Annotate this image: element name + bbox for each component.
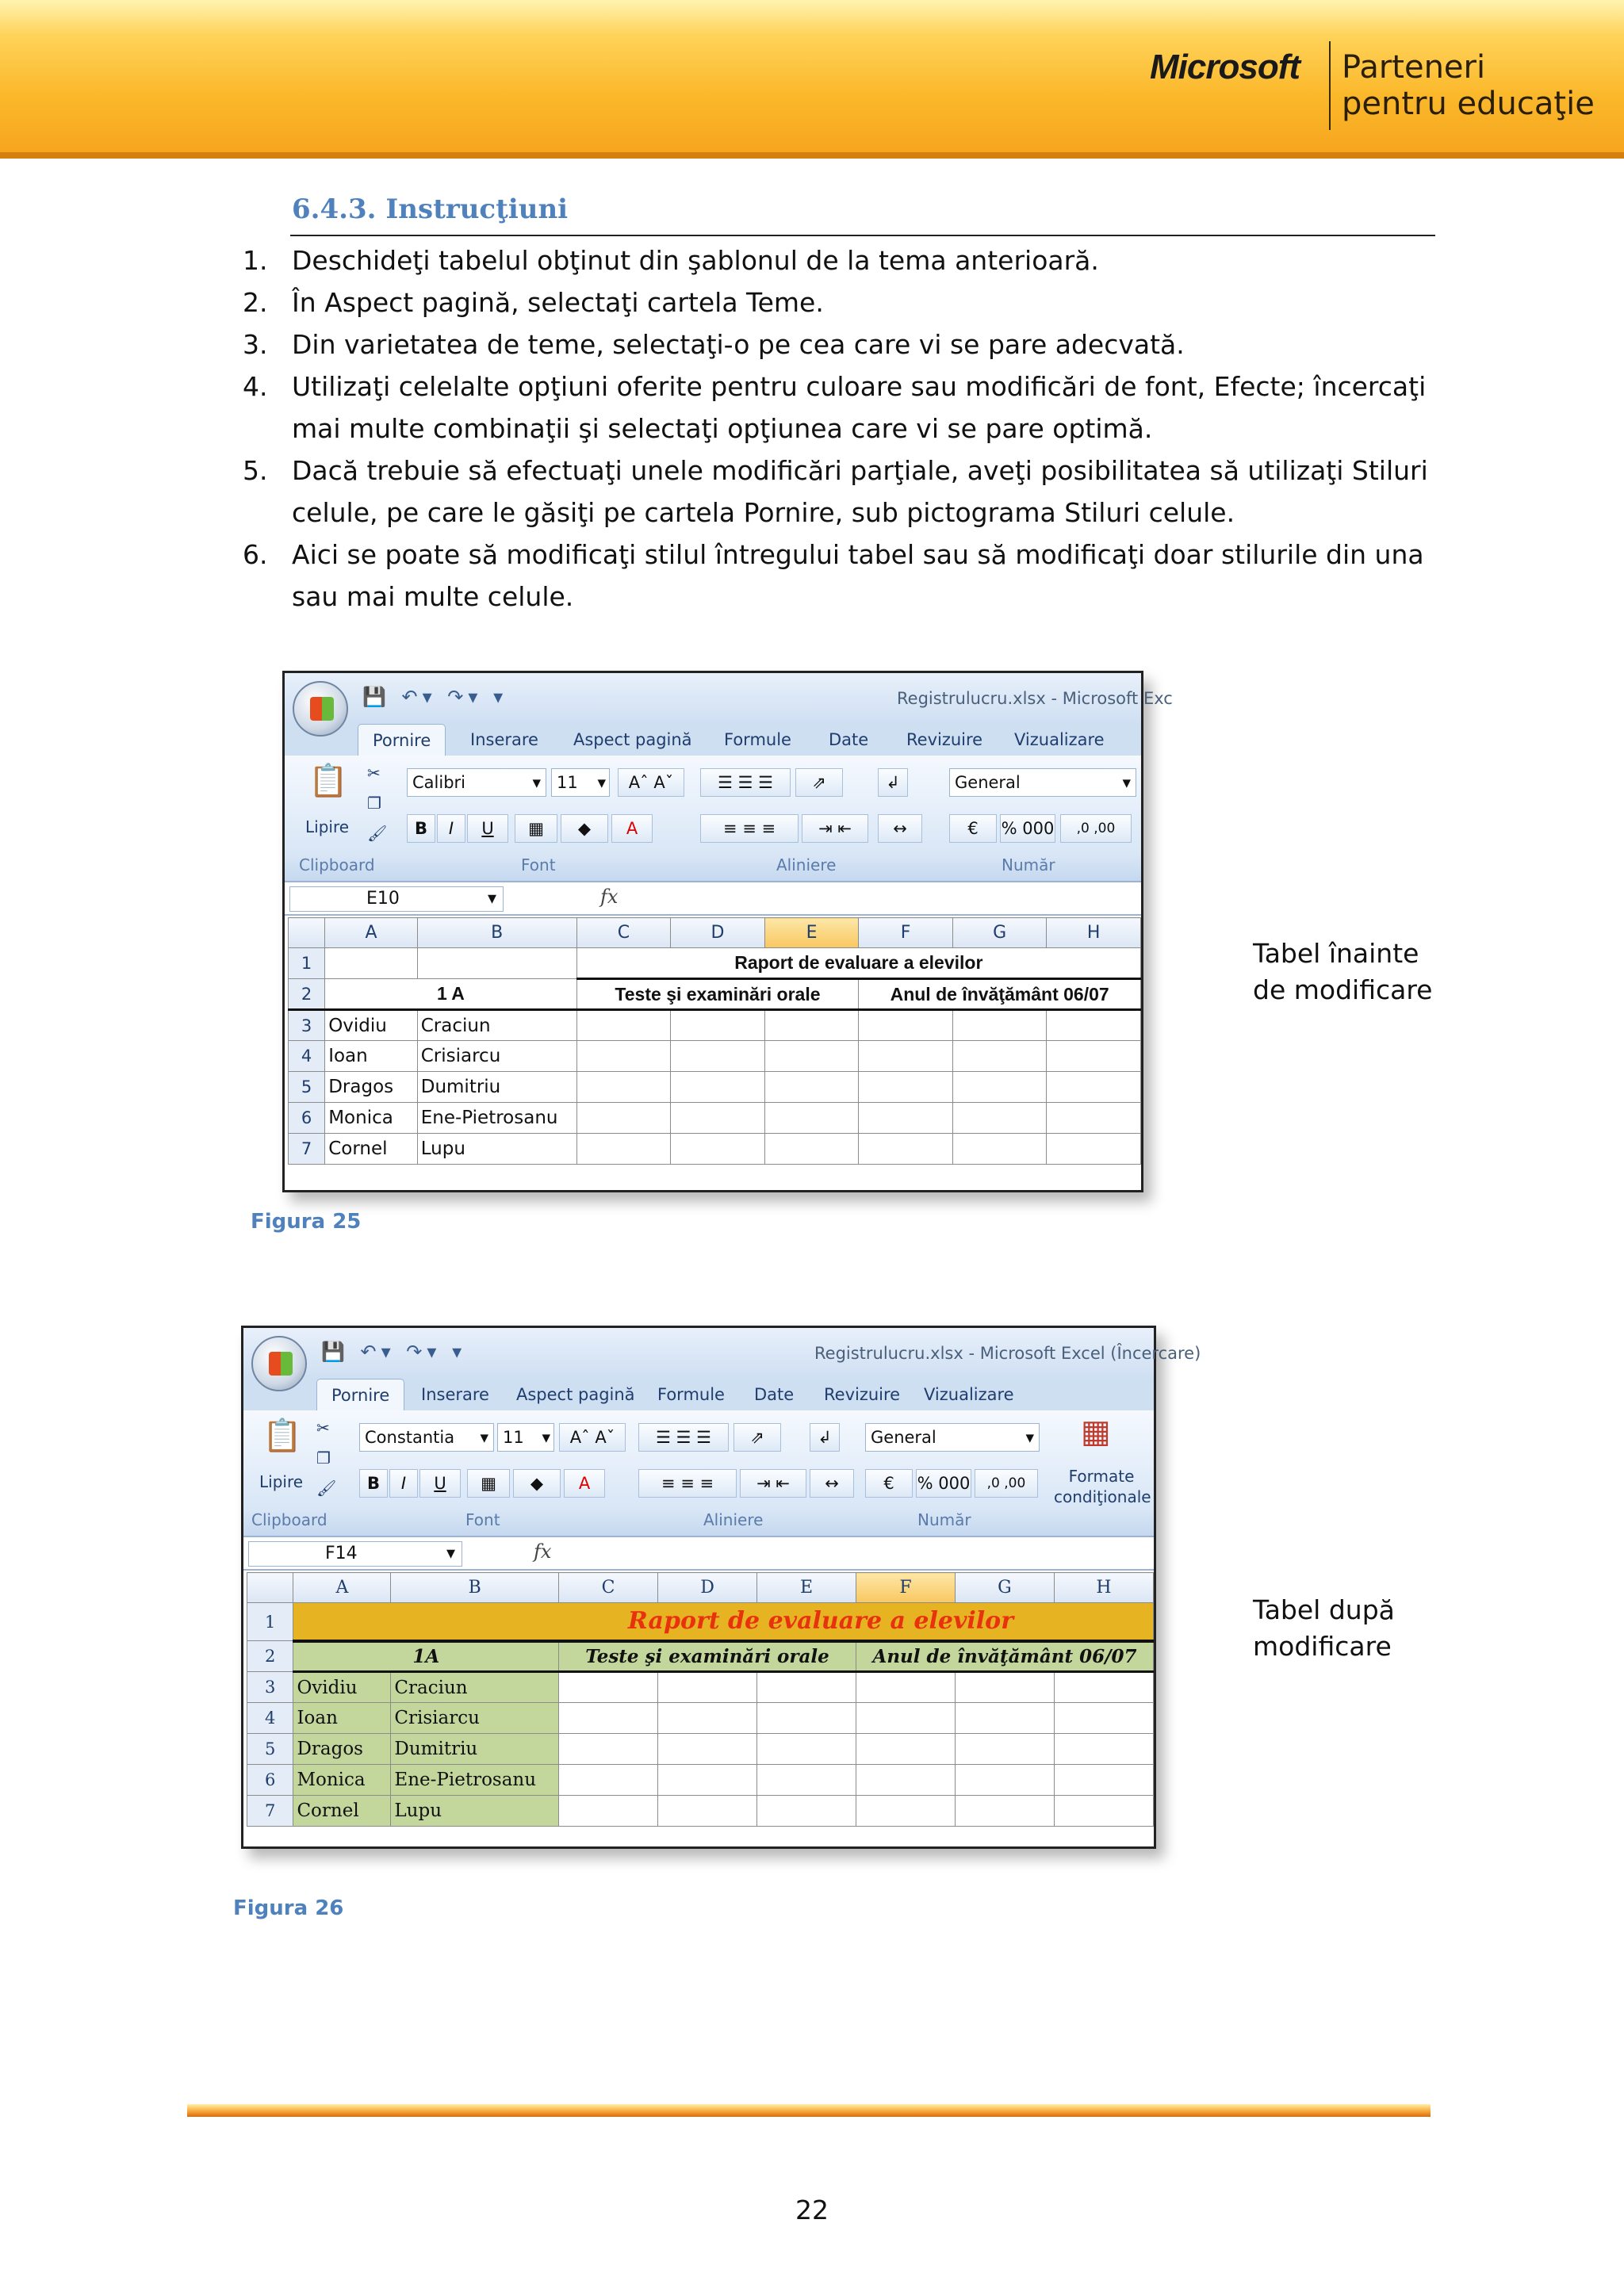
currency-icon[interactable]: € (949, 814, 997, 843)
title-bar (285, 673, 1173, 724)
ribbon-tabs (285, 724, 1141, 756)
section-rule (290, 235, 1435, 236)
row-header[interactable]: 6 (247, 1765, 293, 1796)
vertical-align-buttons[interactable]: ☰ ☰ ☰ (700, 768, 791, 797)
copy-icon[interactable]: ❐ (367, 794, 381, 813)
cell[interactable] (952, 1134, 1047, 1165)
cell[interactable] (856, 1796, 955, 1827)
figure-1-label: Figura 25 (251, 1210, 362, 1234)
cell[interactable] (856, 1672, 955, 1703)
cell[interactable] (1047, 1103, 1141, 1134)
tab-revizuire[interactable]: Revizuire (824, 1385, 901, 1404)
cell[interactable] (1054, 1765, 1153, 1796)
last-name-cell[interactable]: Crisiarcu (391, 1703, 559, 1734)
cell[interactable] (559, 1796, 658, 1827)
format-painter-icon[interactable]: 🖌 (316, 1479, 337, 1498)
last-name-cell[interactable]: Craciun (391, 1672, 559, 1703)
table-row (247, 1641, 1154, 1672)
window-title: Registrulucru.xlsx - Microsoft Excel (Încercare) (814, 1344, 1201, 1363)
merge-center-icon[interactable]: ↔ (810, 1469, 854, 1498)
tests-cell[interactable]: Teste şi examinări orale (576, 979, 859, 1010)
cell[interactable] (856, 1765, 955, 1796)
cell[interactable] (952, 1010, 1047, 1041)
underline-button[interactable]: U (467, 814, 508, 843)
table-row (289, 1010, 1141, 1041)
grow-shrink-font-buttons[interactable]: Aˆ Aˇ (559, 1423, 626, 1452)
figure-1-caption: Tabel înainte de modificare (1253, 938, 1433, 1005)
class-cell[interactable]: 1A (293, 1641, 559, 1672)
group-numar: Număr (917, 1510, 971, 1529)
italic-button[interactable]: I (437, 814, 465, 843)
instruction-item: 6. Aici se poate să modificaţi stilul întregului tabel sau să modificaţi doar stilurile din una sau mai multe celule. (243, 539, 1424, 612)
window-title: Registrulucru.xlsx - Microsoft Exc (897, 689, 1173, 708)
table-row (289, 948, 1141, 979)
select-all-corner[interactable] (289, 918, 325, 948)
column-header-selected[interactable]: E (764, 918, 859, 948)
cell[interactable] (1047, 1134, 1141, 1165)
partner-text (1342, 49, 1595, 122)
column-header[interactable]: G (952, 918, 1047, 948)
spreadsheet-grid (247, 1572, 1154, 1827)
last-name-cell[interactable]: Ene-Pietrosanu (417, 1103, 576, 1134)
last-name-cell[interactable]: Lupu (391, 1796, 559, 1827)
footer-rule (187, 2104, 1431, 2117)
function-icon[interactable]: fx (600, 886, 619, 908)
merge-center-icon[interactable]: ↔ (878, 814, 922, 843)
horizontal-align-buttons[interactable]: ≡ ≡ ≡ (638, 1469, 737, 1498)
percent-thousands-buttons[interactable]: % 000 (916, 1469, 971, 1498)
title-bar (243, 1328, 1201, 1379)
cell[interactable] (576, 1041, 671, 1072)
underline-button[interactable]: U (419, 1469, 461, 1498)
column-header[interactable]: H (1054, 1573, 1153, 1603)
chevron-down-icon: ▾ (446, 1544, 455, 1563)
cell[interactable] (559, 1672, 658, 1703)
class-cell[interactable]: 1 A (325, 979, 576, 1010)
page-number: 22 (795, 2195, 829, 2225)
first-name-cell[interactable]: Monica (325, 1103, 418, 1134)
row-header[interactable]: 7 (247, 1796, 293, 1827)
first-name-cell[interactable]: Cornel (325, 1134, 418, 1165)
select-all-corner[interactable] (247, 1573, 293, 1603)
wrap-text-icon[interactable]: ↲ (810, 1423, 840, 1452)
font-color-icon[interactable]: A (611, 814, 653, 843)
cell[interactable] (955, 1796, 1054, 1827)
cell[interactable] (952, 1072, 1047, 1103)
instruction-item: 4. Utilizaţi celelalte opţiuni oferite pentru culoare sau modificări de font, Efecte; încercaţi mai multe combinaţii şi selectaţi opţiunea care vi se pare optimă. (243, 371, 1427, 444)
cell[interactable] (1047, 1041, 1141, 1072)
group-aliniere: Aliniere (703, 1510, 764, 1529)
tab-formule[interactable]: Formule (724, 730, 791, 749)
cell[interactable] (1047, 1010, 1141, 1041)
column-header[interactable]: E (757, 1573, 856, 1603)
cell[interactable] (576, 1072, 671, 1103)
orientation-icon[interactable]: ⇗ (733, 1423, 781, 1452)
cell[interactable] (856, 1734, 955, 1765)
column-header[interactable]: C (576, 918, 671, 948)
chevron-down-icon: ▾ (487, 889, 496, 909)
cell[interactable] (757, 1672, 856, 1703)
table-row (247, 1796, 1154, 1827)
cell[interactable] (671, 1134, 765, 1165)
spreadsheet-grid (288, 917, 1141, 1165)
row-header[interactable]: 3 (289, 1010, 325, 1041)
column-header-row (289, 918, 1141, 948)
tests-cell[interactable]: Teste şi examinări orale (559, 1641, 856, 1672)
group-font: Font (465, 1510, 500, 1529)
cell[interactable] (671, 1010, 765, 1041)
fill-color-icon[interactable]: ◆ (513, 1469, 561, 1498)
table-row (247, 1703, 1154, 1734)
microsoft-logo: Microsoft (1150, 48, 1300, 86)
font-name-select[interactable]: Constantia ▾ (359, 1423, 494, 1452)
tab-revizuire[interactable]: Revizuire (906, 730, 983, 749)
column-header[interactable]: F (859, 918, 953, 948)
cell[interactable] (658, 1796, 757, 1827)
cell[interactable] (1054, 1796, 1153, 1827)
tab-vizualizare[interactable]: Vizualizare (924, 1385, 1014, 1404)
conditional-format-label[interactable]: Formate condiţionale (1054, 1467, 1151, 1506)
row-header[interactable]: 5 (289, 1072, 325, 1103)
table-row (289, 1041, 1141, 1072)
borders-icon[interactable]: ▦ (467, 1469, 510, 1498)
cell[interactable] (955, 1703, 1054, 1734)
indent-buttons[interactable]: ⇥ ⇤ (802, 814, 868, 843)
first-name-cell[interactable]: Dragos (325, 1072, 418, 1103)
column-header[interactable]: A (325, 918, 418, 948)
table-row (247, 1672, 1154, 1703)
last-name-cell[interactable]: Lupu (417, 1134, 576, 1165)
row-header[interactable]: 4 (247, 1703, 293, 1734)
table-row (289, 1103, 1141, 1134)
cell[interactable] (764, 1134, 859, 1165)
cell[interactable] (764, 1010, 859, 1041)
group-numar: Număr (1002, 855, 1055, 874)
report-title-cell[interactable]: Raport de evaluare a elevilor (576, 948, 1140, 979)
cell[interactable] (559, 1703, 658, 1734)
borders-icon[interactable]: ▦ (515, 814, 557, 843)
chevron-down-icon: ▾ (1122, 773, 1131, 792)
instruction-item: 3. Din varietatea de teme, selectaţi-o pe cea care vi se pare adecvată. (243, 329, 1185, 360)
table-row (247, 1603, 1154, 1641)
table-row (247, 1765, 1154, 1796)
partner-line-2: pentru educaţie (1342, 86, 1595, 122)
chevron-down-icon: ▾ (542, 1428, 550, 1447)
chevron-down-icon: ▾ (597, 773, 606, 792)
group-clipboard: Clipboard (251, 1510, 327, 1529)
cell[interactable] (1054, 1672, 1153, 1703)
first-name-cell[interactable]: Dragos (293, 1734, 391, 1765)
column-header-row (247, 1573, 1154, 1603)
last-name-cell[interactable]: Ene-Pietrosanu (391, 1765, 559, 1796)
cell[interactable] (955, 1765, 1054, 1796)
horizontal-align-buttons[interactable]: ≡ ≡ ≡ (700, 814, 799, 843)
cell[interactable] (764, 1103, 859, 1134)
cell[interactable] (859, 1134, 953, 1165)
paste-label[interactable]: Lipire (305, 817, 350, 836)
cell[interactable] (417, 948, 576, 979)
conditional-format-icon[interactable]: ▦ (1081, 1414, 1111, 1450)
figure-2-label: Figura 26 (233, 1896, 344, 1920)
currency-icon[interactable]: € (865, 1469, 913, 1498)
excel-screenshot-before (282, 671, 1173, 1192)
chevron-down-icon: ▾ (1025, 1428, 1034, 1447)
cell[interactable] (325, 948, 418, 979)
row-header[interactable]: 1 (247, 1603, 293, 1641)
row-header[interactable]: 7 (289, 1134, 325, 1165)
column-header[interactable]: D (658, 1573, 757, 1603)
percent-thousands-buttons[interactable]: % 000 (1000, 814, 1055, 843)
cell[interactable] (559, 1765, 658, 1796)
formula-bar (243, 1536, 1154, 1571)
row-header[interactable]: 2 (247, 1641, 293, 1672)
last-name-cell[interactable]: Dumitriu (391, 1734, 559, 1765)
header-rule (0, 152, 1624, 159)
cut-icon[interactable]: ✂ (367, 763, 381, 783)
excel-screenshot-after (241, 1326, 1201, 1849)
paste-label[interactable]: Lipire (259, 1472, 304, 1491)
cell[interactable] (859, 1072, 953, 1103)
cell[interactable] (952, 1041, 1047, 1072)
cell[interactable] (757, 1734, 856, 1765)
bold-button[interactable]: B (407, 814, 435, 843)
cell[interactable] (1054, 1703, 1153, 1734)
last-name-cell[interactable]: Crisiarcu (417, 1041, 576, 1072)
office-button-icon[interactable] (293, 681, 348, 737)
column-header[interactable]: C (559, 1573, 658, 1603)
cell[interactable] (757, 1765, 856, 1796)
row-header[interactable]: 2 (289, 979, 325, 1010)
section-heading: 6.4.3. Instrucţiuni (292, 193, 569, 225)
cell[interactable] (757, 1703, 856, 1734)
column-header[interactable]: B (391, 1573, 559, 1603)
number-format-select[interactable]: General ▾ (865, 1423, 1040, 1452)
row-header[interactable]: 3 (247, 1672, 293, 1703)
cell[interactable] (671, 1041, 765, 1072)
group-clipboard: Clipboard (299, 855, 375, 874)
year-cell[interactable]: Anul de învăţământ 06/07 (859, 979, 1141, 1010)
instruction-item: 2. În Aspect pagină, selectaţi cartela Teme. (243, 287, 824, 318)
chevron-down-icon: ▾ (480, 1428, 488, 1447)
instruction-list (238, 239, 1443, 618)
cell[interactable] (859, 1103, 953, 1134)
tab-pornire[interactable]: Pornire (316, 1379, 404, 1411)
table-row (289, 1134, 1141, 1165)
office-button-icon[interactable] (251, 1336, 307, 1391)
column-header[interactable]: B (417, 918, 576, 948)
vertical-align-buttons[interactable]: ☰ ☰ ☰ (638, 1423, 729, 1452)
cell[interactable] (559, 1734, 658, 1765)
cell[interactable] (658, 1734, 757, 1765)
instruction-item: 1. Deschideţi tabelul obţinut din şablonul de la tema anterioară. (243, 245, 1099, 276)
name-box[interactable]: F14 ▾ (248, 1541, 462, 1567)
indent-buttons[interactable]: ⇥ ⇤ (740, 1469, 806, 1498)
cell[interactable] (671, 1072, 765, 1103)
row-header[interactable]: 6 (289, 1103, 325, 1134)
copy-icon[interactable]: ❐ (316, 1448, 331, 1468)
cell[interactable] (671, 1103, 765, 1134)
first-name-cell[interactable]: Ioan (293, 1703, 391, 1734)
row-header[interactable]: 5 (247, 1734, 293, 1765)
figure-2-caption: Tabel după modificare (1253, 1594, 1395, 1662)
first-name-cell[interactable]: Ovidiu (325, 1010, 418, 1041)
cell[interactable] (576, 1010, 671, 1041)
first-name-cell[interactable]: Ovidiu (293, 1672, 391, 1703)
tab-date[interactable]: Date (754, 1385, 795, 1404)
decimal-buttons[interactable]: ,0 ,00 (975, 1469, 1038, 1498)
tab-pornire[interactable]: Pornire (358, 724, 446, 756)
paste-icon[interactable]: 📋 (262, 1418, 302, 1454)
first-name-cell[interactable]: Ioan (325, 1041, 418, 1072)
fill-color-icon[interactable]: ◆ (561, 814, 608, 843)
partner-line-1: Parteneri (1342, 49, 1486, 86)
cell[interactable] (955, 1734, 1054, 1765)
table-row (289, 1072, 1141, 1103)
quick-access-toolbar[interactable]: 💾 ↶▾ ↷▾ ▾ (362, 686, 508, 708)
header-divider (1329, 41, 1331, 130)
column-header[interactable]: G (955, 1573, 1054, 1603)
table-row (247, 1734, 1154, 1765)
cell[interactable] (576, 1134, 671, 1165)
cell[interactable] (658, 1765, 757, 1796)
cell[interactable] (856, 1703, 955, 1734)
italic-button[interactable]: I (389, 1469, 418, 1498)
column-header-selected[interactable]: F (856, 1573, 955, 1603)
column-header[interactable]: D (671, 918, 765, 948)
last-name-cell[interactable]: Craciun (417, 1010, 576, 1041)
formula-bar (285, 881, 1141, 916)
bold-button[interactable]: B (359, 1469, 388, 1498)
orientation-icon[interactable]: ⇗ (795, 768, 843, 797)
first-name-cell[interactable]: Cornel (293, 1796, 391, 1827)
column-header[interactable]: A (293, 1573, 391, 1603)
cell[interactable] (757, 1796, 856, 1827)
first-name-cell[interactable]: Monica (293, 1765, 391, 1796)
number-format-select[interactable]: General ▾ (949, 768, 1136, 797)
grow-shrink-font-buttons[interactable]: Aˆ Aˇ (618, 768, 684, 797)
row-header[interactable]: 4 (289, 1041, 325, 1072)
cell[interactable] (1054, 1734, 1153, 1765)
column-header[interactable]: H (1047, 918, 1141, 948)
group-aliniere: Aliniere (776, 855, 837, 874)
format-painter-icon[interactable]: 🖌 (367, 824, 388, 843)
cell[interactable] (764, 1041, 859, 1072)
cell[interactable] (1047, 1072, 1141, 1103)
tab-formule[interactable]: Formule (657, 1385, 725, 1404)
cell[interactable] (955, 1672, 1054, 1703)
paste-icon[interactable]: 📋 (308, 763, 348, 799)
font-size-select[interactable]: 11 ▾ (497, 1423, 554, 1452)
cell[interactable] (576, 1103, 671, 1134)
ribbon (243, 1410, 1154, 1536)
instruction-item: 5. Dacă trebuie să efectuaţi unele modificări parţiale, aveţi posibilitatea să utilizaţi Stiluri celule, pe care le găsiţi pe cartela Pornire, sub pictograma Stiluri celule. (243, 455, 1428, 528)
font-size-select[interactable]: 11 ▾ (551, 768, 610, 797)
report-title-cell[interactable]: Raport de evaluare a elevilor (293, 1603, 1154, 1641)
table-row (289, 979, 1141, 1010)
name-box[interactable]: E10 ▾ (289, 886, 504, 912)
font-name-select[interactable]: Calibri ▾ (407, 768, 546, 797)
cell[interactable] (859, 1010, 953, 1041)
year-cell[interactable]: Anul de învăţământ 06/07 (856, 1641, 1153, 1672)
quick-access-toolbar[interactable]: 💾 ↶▾ ↷▾ ▾ (321, 1341, 467, 1363)
page-header-band (0, 0, 1624, 159)
chevron-down-icon: ▾ (532, 773, 541, 792)
function-icon[interactable]: fx (534, 1540, 552, 1563)
cell[interactable] (764, 1072, 859, 1103)
font-color-icon[interactable]: A (564, 1469, 605, 1498)
tab-inserare[interactable]: Inserare (421, 1385, 489, 1404)
tab-aspect-pagina[interactable]: Aspect pagină (573, 730, 692, 749)
row-header[interactable]: 1 (289, 948, 325, 979)
cell[interactable] (658, 1703, 757, 1734)
cell[interactable] (859, 1041, 953, 1072)
group-font: Font (521, 855, 556, 874)
cell[interactable] (658, 1672, 757, 1703)
cell[interactable] (952, 1103, 1047, 1134)
tab-aspect-pagina[interactable]: Aspect pagină (516, 1385, 635, 1404)
last-name-cell[interactable]: Dumitriu (417, 1072, 576, 1103)
cut-icon[interactable]: ✂ (316, 1418, 330, 1437)
wrap-text-icon[interactable]: ↲ (878, 768, 908, 797)
tab-vizualizare[interactable]: Vizualizare (1014, 730, 1105, 749)
tab-inserare[interactable]: Inserare (470, 730, 538, 749)
decimal-buttons[interactable]: ,0 ,00 (1060, 814, 1132, 843)
ribbon-tabs (243, 1379, 1154, 1410)
tab-date[interactable]: Date (829, 730, 869, 749)
